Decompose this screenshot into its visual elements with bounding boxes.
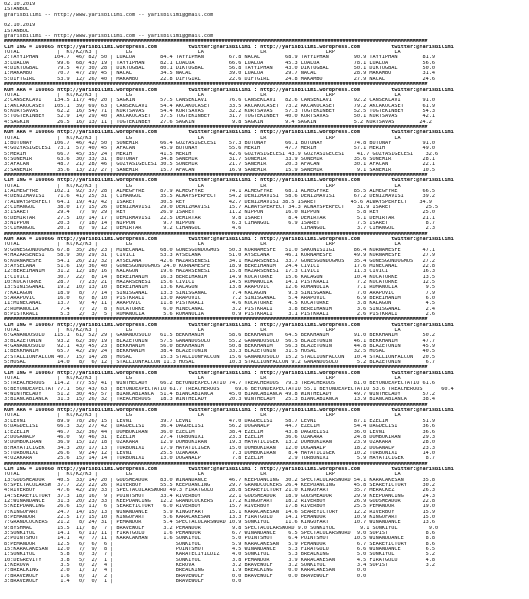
report-line: 3:BLAZETONIN 93.2 62/ 30/ 19 | BLAZETONIN 57.5 GANANDOSOLO 55.2 GANANDOSOLO 56.5 BLAZETONIN 46.1 BEKKHANIM 47.7	[4, 338, 435, 344]
report-line: 2:CANSEKLAVI 134.5 117/ 46/ 20 | SAGKIN 57.5 CANSEKLAVI 76.6 CANSEKLAVI 82.6 CANSEKLAVI 92.2 CANSEKLAVI 91.0	[4, 98, 435, 104]
report-line: 10:KOCATURKE 28.7 7/ 23/ 21 | HAZARSENESI 15.6 CIVICI 14.5 ROMANOLIA 14.1 PISTKRALI 7.2 KOCATURKE 12.5	[4, 279, 435, 285]
report-line: 3:BIANCABIANCA 31.3 15/ 26/ 32 | TREACHEROUS 18.3 WINTHELADY 20.3 WINTHELADY 25.3 BIANCABIANCA 13.9 BIANCABIANCA 38.4	[4, 397, 435, 403]
report-line: 5:TREACHEROUS 114.2 77/ 55/ 41 | WINTHELADY 66.2 BEYONDEXPECTATIO 74.7 TREACHEROUS 79.3 TREACHEROUS 81.0 BEYONDEXPECTATIO 61.6	[4, 381, 435, 387]
report-line: 7:ALWAYSPERFECT 64.1 19/ 41/ 42 | ISARET 30.5 REY 42.7 DENIZMAVISI 38.5 ISARET 45.6 ALWAYSPERFECT 34.9	[4, 199, 432, 205]
report-line: TOTAL | Kl/K2/K3 | LG LA LR LRP LA	[4, 376, 401, 382]
report-line: 4:HAZARSENESI 58.9 30/ 29/ 31 | CIVICI 53.3 AYSELANA 51.0 AYSELANA 46.1 KORNAMESFE 49.9 KORNAMESFE 27.9	[4, 253, 435, 259]
report-line: 1:BUTUNAY 106.7 46/ 42/ 50 | SONEMIR 66.4 GOZYASIGECESI 57.3 BUTUNAY 66.1 BUTUNAY 74.8 BUTUNAY 91.0	[4, 140, 435, 146]
separator-line: ############################################################################################################################################	[4, 402, 428, 408]
report-line: TOTAL | Kl/K2/K3 | LG LA LR LRP LA	[4, 183, 401, 189]
report-line: 7:BREALKING 2.0 1/ 1/ 4 | BREALKING 1.9 BREALKING 0.0 KARACAKESAN 0.0	[4, 568, 367, 574]
report-line: TOTAL | Kl/K2/K3 | LG LA LR LRP LA	[4, 242, 401, 248]
separator-line: ############################################################################################################################################	[4, 39, 428, 45]
report-line: 4:OZAKARA 25.6 15/ 14/ 14 | TURBONIXI 13.0 DOGANALP 7.8 EZELIM 2.9 TURBONIXI 5.9 HAYATICIGEK 8.7	[4, 456, 435, 462]
report-line: 1:SONKIYUL 5.8 0/ 3/ 7 | KARATECIYILDIZ 4.0 SONKIYUL 5.3 BREALKING 5.0 SONKIYUL 5.2	[4, 552, 435, 558]
report-line: 6:KORNAMESFE 54.1 26/ 21/ 32 | AYSELANA 42.6 HAZARSENESI 34.1 HAZARSENESI 33.7 GUNESGUNDOGMUS 35.4 GUNESGUNDOGMUS 27.2	[4, 258, 435, 264]
report-line: 2:POINTSHOT 14.1 4/ 7/ 11 | KARACAKHAN 1.6 SONKIYUL 5.0 POINTSHOT 6.4 POINTSHOT 10.5 WINANDDANCE 8.8	[4, 536, 435, 542]
report-line: 5:TOGTEKINBEY 52.9 14/ 29/ 40 | AKCAKOCASET 37.5 TOGTEKINBEY 31.7 TOGTEKINBEY 40.0 KURTSAVAS 50.1 KURTSAVAS 42.1	[4, 114, 435, 120]
report-line: 5:ARAPOVIC 16.0 6/ 8/ 10 | PISTKRALI 13.0 ARAPOVIC 7.2 SINISGANAL 5.4 ARAPOVIC 6.9 BEREIHANIM 6.0	[4, 295, 435, 301]
report-line: 15:KARACAKESAN 12.0 7/ 9/ 8 | POINTSHOT 4.5 WINANDANCE 5.3 FIRATGULU 6.6 WINANDANCE 6.5	[4, 547, 435, 553]
separator-line: ############################################################################################################################################	[4, 173, 428, 178]
report-line: 5:TURBONIXI 26.6 9/ 24/ 12 | LEVNI 25.5 OZAKARA 7.3 DOMBOKIRAN 8.4 HAYATICIGEK 10.2 TURBONIXI 14.0	[4, 450, 435, 456]
report-line: 9:DOMBOKIRAN 36.9 15/ 12/ 18 | OZAKARA 12.9 DOMBOKIRAN 19.3 HAYATICIGEK 13.2 DOMBOKIRAN 23.9 OZAKARA 28.0	[4, 440, 435, 446]
race-header-line: CIM ING = 169866 http://yarisbilimi.wordpress.com twitter:@YarisBilimi : http://yarisbilimi.wordpress.com twitter:@YarisBilimi	[4, 178, 454, 184]
race-header-line: KUM ARA = 169866 http://yarisbilimi.wordpress.com twitter:@YarisBilimi : http://yarisbilimi.wordpress.com twitter:@YarisBilimi	[4, 237, 454, 243]
report-line: 6:DAGDELISI 66.3 32/ 27/ 42 | DAGDELISI 36.4 DAGDELISI 56.2 DOGANALP 44.7 EZELIM 54.4 DAGDELISI 36.6	[4, 424, 435, 430]
report-line: 13:SINISGANAL 19.2 10/ 13/ 10 | BEREIHANIM 13.6 KALAGUN 13.8 ARAPOVIC 12.6 ROMANOLIA 7.1 ROMANOLIA 9.5	[4, 285, 435, 291]
report-line: 6:BEYONDEXPECTAT 77.1 56/ 43/ 63 | BEYONDEXPECTATIO 61.7 TREACHEROUS 69.6 BEYONDEXPECTATIO 55.1 BEYONDEXPECTATIO 53.6 TREACHEROUS 60.4	[4, 386, 454, 392]
race-header-line: CIM ING = 169867 http://yarisbilimi.wordpress.com twitter:@YarisBilimi : http://yarisbilimi.wordpress.com twitter:@YarisBilimi	[4, 322, 454, 328]
report-line: 7:BRAVEWOLF 1.6 0/ 1/ 2 | BRAVEWOLF 0.0 BRAVEWOLF 0.0 BRAVEWOLF 0.0	[4, 573, 367, 579]
report-line: TOTAL | Kl/K2/K3 | LG LA LR LRP LA	[4, 92, 401, 98]
report-line: 9:BYSHMAL 15.5 11/ 8/ 7 | BRAVEWOLF 3.2 PEMANDOR 9.8 SPECTACULARSWORD 9.0 SONKIYUL 9.1 SONKIYUL 9.0	[4, 525, 439, 531]
separator-line: ############################################################################################################################################	[4, 461, 428, 467]
race-header-line: KUM ARA = 169865 http://yarisbilimi.wordpress.com twitter:@YarisBilimi : http://yarisbilimi.wordpress.com twitter:@YarisBilimi	[4, 87, 454, 93]
report-line: 3:ISARET 29.4 7/ 9/ 29 | REY 26.9 ISARET 11.2 NIPPON 16.0 NIPPON 5.8 REY 25.0	[4, 210, 435, 216]
header-date: 02.10.2019	[4, 2, 36, 7]
report-line: 4:DENIZMAVISI 71.6 41/ 25/ 31 | CIHANGUL 35.5 ALWAYSPERFECT 54.2 DENIZMAVISI 58.6 DENIZMAVISI 67.2 DENIZMAVISI 39.2	[4, 194, 435, 200]
report-line: 6:KURTSAVAS 62.2 16/ 54/ 71 | KURTSAVAS 54.4 KURTSAVAS 32.2 KURTSAVAS 57.3 TOGTEKINBEY 52.5 TOGTEKINBEY 54.3	[4, 108, 435, 114]
report-line: 8:PEMANDOR 12.5 6/ 6/ 6 | SONKIYUL 5.9 KARACAKESAN 5.9 PEMANDOR 6.7 SEAREYICTORY 8.6	[4, 541, 435, 547]
race-header-line: KUM ARA = 169868 http://yarisbilimi.wordpress.com twitter:@YarisBilimi : http://yarisbilimi.wordpress.com twitter:@YarisBilimi	[4, 408, 454, 414]
header-source-line: @YarisBilimi -- http://www.yarisbilimi.com -- yarisbilimi@gmail.com	[4, 12, 214, 18]
report-line: 1:AKCAKOCASET 105.1 39/ 69/ 63 | CANSEKLAVI 54.4 AKCAKOCASET 33.5 AKCAKOCASET 73.2 AKCAKOCASET 79.2 AKCAKOCASET 61.9	[4, 103, 435, 109]
report-line: 1:MAKAMBO 70.7 47/ 29/ 45 | NACAL 34.5 NACAL 39.0 LUALUA 29.7 NACAL 28.9 MAKAMBO 31.4	[4, 71, 435, 77]
report-line: TOTAL | Kl/K2/K3 | LG LA LR LRP LA	[4, 472, 401, 478]
race-header-line: CIM ING = 169865 http://yarisbilimi.wordpress.com twitter:@YarisBilimi : http://yarisbilimi.wordpress.com twitter:@YarisBilimi	[4, 44, 454, 50]
report-line: 4:GOZYASIGECESI 73.1 57/ 40/ 45 | AFACAN 45.9 BUTUNAY 55.6 MERIH 47.7 MERIH 57.1 MERIH 49.0	[4, 146, 435, 152]
report-line: TOTAL | Kl/K2/K3 | LG LA LR LRP LA	[4, 413, 401, 419]
report-line: 6:SPECTACULARSW 37.7 22/ 22/ 26 | RIVERBOY 55.5 KEEPDANCING 29.7 GRANDCOCKERS 26.4 KEEPDANCING 45.8 SEAREYICTORY 30.2	[4, 482, 435, 488]
report-line: 3:LEVNI 89.9 78/ 26/ 15 | LEVNI 39.7 LEVNI 47.0 DAGDELISI 58.7 LEVNI 87.1 EZELIM 51.9	[4, 418, 435, 424]
report-line: 1:CIVICI 30.7 22/ 8/ 14 | BEREIHANIM 16.3 BEREIHANIM 14.9 KOCATURKE 15.6 KALAGUN 10.4 KOCATURKE 13.5	[4, 274, 435, 280]
report-line: 2:ROMANOLIA 7.4 7/ 2/ 8 | KOCATURKE 6.0 MINECANAL 3.2 PISTKRALI 3.8 BEREIHANIM 3.6 SINISGANAL 2.4	[4, 306, 435, 312]
report-line: 1:BEKKHANIM 65.7 42/ 29/ 24 | BEKKHANIM 38.4 BLAZETONIN 33.3 BLAZETONIN 31.5 HOSAL 32.5 HOSAL 40.5	[4, 349, 435, 355]
report-line: 13:GODSMEADOR 40.5 33/ 14/ 20 | GODSMEADOR 83.0 WINANDANCE 46.7 KEEPDANCING 30.2 SPECTACULARSWORD 54.1 KARACAKESAN 35.8	[4, 477, 435, 483]
header-city: ISTANBUL	[4, 7, 29, 13]
report-line: 6:SONEMIR 63.6 30/ 33/ 31 | BUTUNAY 34.8 SANEMIR 31.7 SONEMIR 33.9 SONEMIR 35.6 SONEMIR 28.1	[4, 156, 435, 162]
race-header-line: KUM ARA = 169866 http://yarisbilimi.wordpress.com twitter:@YarisBilimi : http://yarisbilimi.wordpress.com twitter:@YarisBilimi	[4, 130, 454, 136]
report-line: 12:WINANDANCE 31.3 20/ 23/ 33 | KEEPDANCING 12.2 GRANDCOCKERS 17.2 KINGOFART 18.2 RIVERBOY 26.9 GODSMEADOR 22.8	[4, 498, 435, 504]
report-line: 3:AYSELANA 51.6 19/ 36/ 40 | GUNESGUNDOGMUS 24.0 KORNAMESFE 18.9 BEREIHANIM 24.4 CIVICI 17.6 MINECANAL 22.8	[4, 263, 435, 269]
report-line: 2:DOGANALP 46.0 9/ 46/ 31 | EZELIM 27.4 TURBONIXI 23.3 EZELIM 36.6 OZAKARA 24.8 DOMBOKIRAN 29.3	[4, 434, 435, 440]
report-line: 3:SONKIYUL 14.1 6/ 11/ 11 | FIRATGULU 1.6 PEMANDOR 6.7 WINANDANCE 6.5 SPECTACULARSWORD 9.0 SOPIST 8.6	[4, 531, 435, 537]
report-line: 6:DEMIRTAR 27.5 10/ 14/ 17 | DEMIRMAVISI 22.5 DEMIRTAR 9.8 ISARET 8.4 DEMIRTAR 5.1 DEMIRTAR 21.1	[4, 215, 435, 221]
report-line: 4:GANANDOSOLO 92.1 43/ 45/ 23 | BEKKHANIM 56.0 BEKKHANIM 50.8 BEKKHANIM 56.3 BLAZETONIN 44.8 BLAZETONIN 45.9	[4, 344, 435, 349]
report-line: 11:MINECANAL 13.7 9/ 4/ 11 | ARAPOVIC 11.8 PISTKRALI 4.6 KOCATURKE 4.5 KOCATURKE 3.8 KALAGUN 4.5	[4, 301, 435, 307]
report-line: 5:MERIH 66.7 45/ 35/ 24 | MERIH 41.5 MERIH 42.6 GOZYASIGECESI 43.9 GOZYASIGECESI 41.7 GOZYASIGECESI 32.6	[4, 151, 439, 157]
header-city: ISTANBUL	[4, 28, 29, 34]
header-date: 02.10.2019	[4, 23, 36, 29]
report-line: 4:DIKTUGBAL 79.5 47/ 30/ 28 | DIKTUGBAL 80.1 DIKTUGBAL 56.8 TAYYIPHAN 43.0 DIKTUGBAL 50.1 DIKTUGBAL 50.0	[4, 66, 435, 72]
separator-line: ############################################################################################################################################	[4, 231, 428, 237]
report-line: 3:AFACAN 48.7 21/ 28/ 46 | GOZYASIGECESI 30.5 SONEMIR 21.7 SANEMIR 20.3 AFACAN 30.1 AFACAN 22.1	[4, 162, 435, 168]
report-line: TOTAL | Kl/K2/K3 | LG LA LR LRP LA	[4, 135, 401, 141]
report-line: 2:TAYYIPHAN 104.7 46/ 82/ 50 | LUALUA 84.4 TAYYIPHAN 67.8 NACAL 68.9 TAYYIPHAN 90.9 TAYYIPHAN 81.9	[4, 55, 435, 61]
report-line: 8:PISTKRALI 5.3 2/ 3/ 5 | ROMANOLIA 5.6 ROMANOLIA 0.9 PISTKRALI 3.1 PISTKRALI 2.6 PISTKRALI 2.6	[4, 311, 435, 317]
report-line: 1:KEROVA 3.5 0/ 2/ 4 | KEROVA 3.2 BRAVEWOLF 3.2 SONKIYUL 3.4 SOPIST 3.2	[4, 563, 435, 569]
report-line: 8:PEMANDOR 22.5 17/ 15/ 10 | KINGOFART 5.6 KARACAKESAN 13.3 FIRATGULU 14.1 PEMANDOR 10.9 KINGOFART 15.0	[4, 515, 435, 520]
report-line: 10:DEGREVITY 3.8 5/ 2/ 1 | SONKIYUL 3.8 PEMANDOR 3.9 KARACAKESAN 4.5 FIRATGULU 4.8	[4, 557, 435, 563]
separator-line: ############################################################################################################################################	[4, 365, 428, 371]
report-line: 2:CIHANGUL 38.0 17/ 15/ 26 | DENIZMAVISI 29.0 DENIZMAVISI 15.7 ALWAYSPERFECT 34.3 ALWAYSPERFECT 31.9 ISARET 25.5	[4, 205, 439, 211]
report-line: 3:BRAVEWOLF 1.4 0/ 0/ 1 | BRAVEWOLF 0.0	[4, 579, 242, 585]
report-line: 9:GUNESGUNDOGMUS 67.8 35/ 26/ 23 | MINECANAL 68.0 GUNESGUNDOGMUS 50.3 KORNAMESFE 51.0 SAKONISIIGI 86.4 KORNAMESFE 47.1	[4, 247, 435, 253]
report-line: 7:KINGOFART 24.7 14/ 15/ 13 | WINANDANCE 5.9 KINGOFART 15.1 KARACAKESAN 14.6 SEAREYICTORY 12.2 RIVERBOY 15.9	[4, 509, 435, 515]
report-line: TOTAL | Kl/K2/K3 | LG LA LR LRP LA	[4, 327, 401, 333]
race-header-line: CIM ING = 169867 http://yarisbilimi.wordpress.com twitter:@YarisBilimi : http://yarisbilimi.wordpress.com twitter:@YarisBilimi	[4, 370, 454, 376]
report-line: 1:ALMEGFYRE 102.1 92/ 37/ 28 | ALMEGFYRE 87.9 ALMEGFYRE 74.1 ALMEGFYRE 68.1 ALMEGFYRE 85.5 ALMEGFYRE 66.5	[4, 189, 435, 195]
report-line: TOTAL | Kl/K2/K3 | LG LA LR LRP LA	[4, 50, 401, 56]
report-line: 2:SANEMIR 35.6 13/ 21/ 27 | SANEMIR 15.7 AFACAN 16.9 SANEMIR 15.9 SANEMIR 9.1 SANEMIR 10.5	[4, 167, 435, 173]
report-body	[4, 39, 525, 584]
report-line: 5:CIHANGUL 20.1 8/ 9/ 12 | DEMIRTAR 9.2 CIHANGUL 4.6 CIHANGUL 3.7 CIHANGUL 2.3	[4, 226, 435, 232]
report-line: 2:STALLIONFALCON 40.7 15/ 14/ 28 | HOSAL 15.3 STALLIONFALCON 15.6 GANANDOSOLO 15.2 STALLIONFALCON 10.4 STALLIONFALCON 20.5	[4, 354, 435, 360]
report-line: 7:KALAGUN 18.9 8/ 7/ 14 | SINISGANAL 13.3 SINISGANAL 7.4 KALAGUN 9.3 SINISGANAL 7.0 ARAPOVIC 7.9	[4, 290, 435, 296]
separator-line: ############################################################################################################################################	[4, 317, 428, 323]
report-line: 8:HAYATICIGEK 34.3 20/ 17/ 13 | TURBONIXI 17.9 HAYATICIGEK 15.0 DOMBOKIRAN 12.0 DOGANALP 18.2 DOGANALP 23.3	[4, 445, 435, 451]
report-line: 1:EZELIM 46.7 32/ 36/ 44 | DOMBOKIRAN 36.0 EZELIM 38.4 EZELIM 43.8 DAGDELISI 36.0 LEVNI 36.6	[4, 429, 435, 435]
report-line: 4:WINTHELADY 51.2 30/ 45/ 57 | BIANCABIANCA 51.4 BIANCABIANCA 45.0 BIANCABIANCA 49.8 WINTHELADY 49.7 WINTHELADY 57.2	[4, 392, 435, 398]
race-header-line: CIM ING = 169868 http://yarisbilimi.wordpress.com twitter:@YarisBilimi : http://yarisbilimi.wordpress.com twitter:@YarisBilimi	[4, 466, 454, 472]
report-line: 5:DIFTGIRL 53.9 12/ 26/ 40 | MAKAMBO 22.8 DIFTGIRL 22.6 DIFTGIRL 24.8 MAKAMBO 27.9 NACAL 24.6	[4, 76, 435, 82]
separator-line: ############################################################################################################################################	[4, 82, 428, 88]
header-source-line: @YarisBilimi -- http://www.yarisbilimi.com -- yarisbilimi@gmail.com	[4, 34, 214, 40]
report-line: 7:GRANDCOCKERS 21.2 8/ 24/ 31 | PEMANDOR 5.4 SPECTACULARSWORD 10.9 SONKIYUL 11.6 KINGOFART 10.7 WINANDANCE 13.6	[4, 520, 435, 526]
report-line: 14:SEAREYICTORY 37.3 18/ 16/ 9 | POINTSHOT 33.4 RIVERBOY 22.1 GODSMEADOR 18.9 GODSMEADOR 29.9 KEEPDANCING 24.3	[4, 493, 435, 499]
report-line: 12:BEREIHANIM 31.2 12/ 18/ 16 | KALAGUN 19.6 HAZARSENESI 15.8 HAZARSENESI 17.3 CIVICI 11.3 CIVICI 16.3	[4, 269, 435, 275]
report-line: 6:GANANDOSOLO 115.1 61/ 52/ 29 | GANANDOSOLO 61.5 BEKKHANIM 58.6 BEKKHANIM 64.5 BEKKHANIM 91.0 BEKKHANIM 50.2	[4, 333, 435, 339]
report-line: 3:LUALUA 99.6 68/ 43/ 19 | TAYYIPHAN 82.1 LUALUA 66.6 LUALUA 45.3 LUALUA 78.1 LUALUA 56.6	[4, 60, 435, 66]
report-line: 4:SAGKIN 26.5 16/ 13/ 11 | TOGTEKINBEY 27.6 SAGKIN 9.8 SAGKIN 9.4 SAGKIN 5.2 KURTSAVAS 24.2	[4, 119, 432, 125]
report-line: 3:NIPPON 20.3 7/ 18/ 14 | NIPPON 9.7 NIPPON 6.3 CIHANGUL 6.9 ISARET 7.5 ISARET 8.7	[4, 221, 435, 227]
report-line: 5:KEEPDANCING 26.6 15/ 11/ 6 | SEAREYICTORY 6.0 RIVERBOY 15.7 RIVERBOY 17.8 RIVERBOY 25.5 PEMANDOR 19.0	[4, 504, 435, 510]
separator-line: ############################################################################################################################################	[4, 124, 428, 130]
report-line: 5:HOSAL 14.0 8/ 6/ 12 | STALLIONFALCON 11.3 HOSAL 10.3 STALLIONFALCON 9.2 GANANDOSOLO 5.2 BLAZETONIN 6.7	[4, 360, 435, 366]
report-line: 4:RIVERBOY 47.6 42/ 29/ 33 | SPECTACULARSWORD 49.3 FIRATGULU 28.8 SEAREYICTORY 21.0 KINGOFART 35.7 MERACKEZ 26.3	[4, 488, 435, 494]
